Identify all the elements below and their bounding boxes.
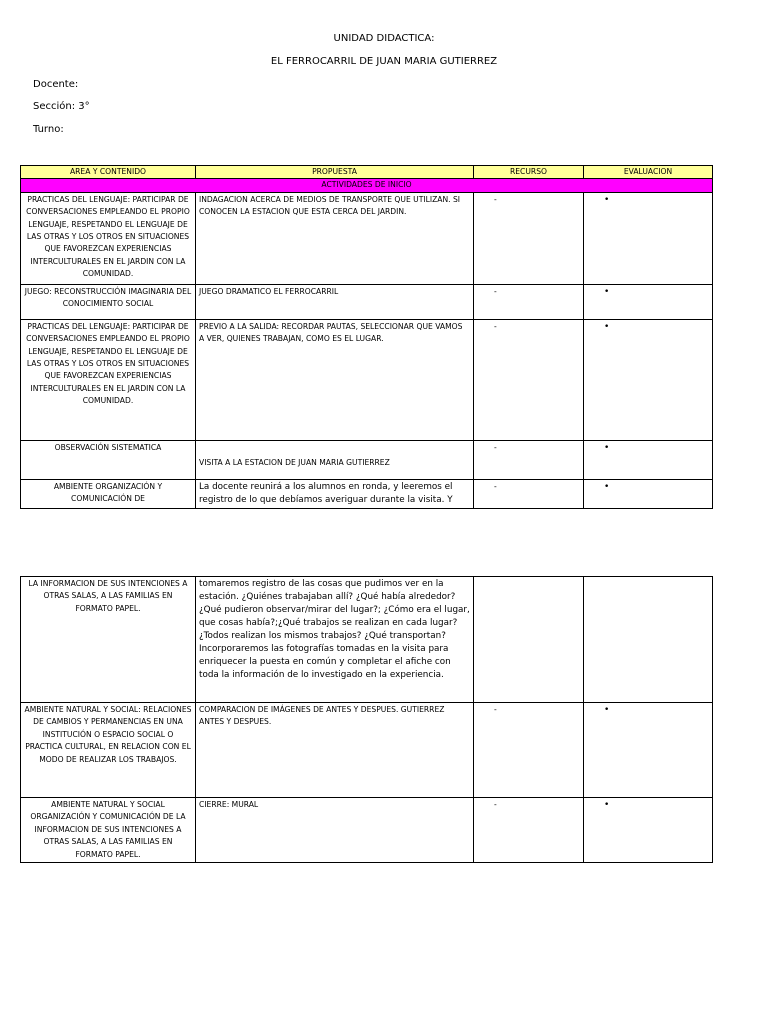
table-row (21, 798, 713, 863)
recurso-cell: - (474, 284, 584, 319)
propuesta-cell: tomaremos registro de las cosas que pudimos ver en la estación. ¿Quiénes trabajaban allí? ¿Qué había alrededor? ¿Qué pudieron observar/mirar del lugar?; ¿Cómo era el lugar, que cosas había?;¿Qué trabajos se realizan en cada lugar? ¿Todos realizan los mismos trabajos? ¿Qué transportan? Incorporaremos las fotografías tomadas en la visita para enriquecer la puesta en común y completar el afiche con toda la información de lo investigado en la experiencia. (196, 577, 474, 703)
table-row (21, 319, 713, 440)
document-subtitle: EL FERROCARRIL DE JUAN MARIA GUTIERREZ (270, 56, 498, 67)
evaluacion-bullet: • (584, 192, 713, 284)
recurso-cell (474, 577, 584, 703)
recurso-cell: - (474, 319, 584, 440)
table-row (21, 192, 713, 284)
propuesta-cell: INDAGACION ACERCA DE MEDIOS DE TRANSPORTE QUE UTILIZAN. SI CONOCEN LA ESTACION QUE ESTA CERCA DEL JARDIN. (196, 192, 474, 284)
turno-label: Turno: (33, 124, 64, 135)
evaluacion-bullet: • (584, 284, 713, 319)
area-cell: LA INFORMACION DE SUS INTENCIONES A OTRAS SALAS, A LAS FAMILIAS EN FORMATO PAPEL. (21, 577, 196, 703)
table-row (21, 479, 713, 508)
area-cell: PRACTICAS DEL LENGUAJE: PARTICIPAR DE CONVERSACIONES EMPLEANDO EL PROPIO LENGUAJE, RESPETANDO EL LENGUAJE DE LAS OTRAS Y LOS OTROS EN SITUACIONES QUE FAVOREZCAN EXPERIENCIAS INTERCULTURALES EN EL JARDIN CON LA COMUNIDAD. (21, 192, 196, 284)
recurso-cell: - (474, 440, 584, 479)
table-row (21, 703, 713, 798)
area-cell: OBSERVACIÓN SISTEMATICA (21, 440, 196, 479)
area-cell: AMBIENTE ORGANIZACIÓN Y COMUNICACIÓN DE (21, 479, 196, 508)
area-cell: PRACTICAS DEL LENGUAJE: PARTICIPAR DE CONVERSACIONES EMPLEANDO EL PROPIO LENGUAJE, RESPETANDO EL LENGUAJE DE LAS OTRAS Y LOS OTROS EN SITUACIONES QUE FAVOREZCAN EXPERIENCIAS INTERCULTURALES EN EL JARDIN CON LA COMUNIDAD. (21, 319, 196, 440)
propuesta-cell: COMPARACION DE IMÁGENES DE ANTES Y DESPUES. GUTIERREZ ANTES Y DESPUES. (196, 703, 474, 798)
evaluacion-bullet: • (584, 798, 713, 863)
propuesta-cell: PREVIO A LA SALIDA: RECORDAR PAUTAS, SELECCIONAR QUE VAMOS A VER, QUIENES TRABAJAN, COMO ES EL LUGAR. (196, 319, 474, 440)
evaluacion-bullet: • (584, 440, 713, 479)
recurso-cell: - (474, 192, 584, 284)
planning-table-continued (20, 576, 713, 863)
propuesta-cell: La docente reunirá a los alumnos en ronda, y leeremos el registro de lo que debíamos averiguar durante la visita. Y (196, 479, 474, 508)
docente-label: Docente: (33, 79, 79, 90)
table-row (21, 284, 713, 319)
propuesta-cell: JUEGO DRAMATICO EL FERROCARRIL (196, 284, 474, 319)
area-cell: AMBIENTE NATURAL Y SOCIAL: RELACIONES DE CAMBIOS Y PERMANENCIAS EN UNA INSTITUCIÓN O ESPACIO SOCIAL O PRACTICA CULTURAL, EN RELACION CON EL MODO DE REALIZAR LOS TRABAJOS. (21, 703, 196, 798)
propuesta-cell: CIERRE: MURAL (196, 798, 474, 863)
column-header-area: AREA Y CONTENIDO (21, 166, 196, 179)
evaluacion-bullet: • (584, 703, 713, 798)
recurso-cell: - (474, 479, 584, 508)
recurso-cell: - (474, 703, 584, 798)
table-row (21, 577, 713, 703)
column-header-evaluacion: EVALUACION (584, 166, 713, 179)
section-banner: ACTIVIDADES DE INICIO (21, 179, 713, 192)
column-header-propuesta: PROPUESTA (196, 166, 474, 179)
evaluacion-cell (584, 577, 713, 703)
evaluacion-bullet: • (584, 319, 713, 440)
column-header-recurso: RECURSO (474, 166, 584, 179)
recurso-cell: - (474, 798, 584, 863)
propuesta-cell: VISITA A LA ESTACION DE JUAN MARIA GUTIERREZ (196, 440, 474, 479)
document-title: UNIDAD DIDACTICA: (333, 33, 435, 44)
planning-table (20, 165, 713, 509)
table-row (21, 440, 713, 479)
area-cell: JUEGO: RECONSTRUCCIÓN IMAGINARIA DEL CONOCIMIENTO SOCIAL (21, 284, 196, 319)
area-cell: AMBIENTE NATURAL Y SOCIAL ORGANIZACIÓN Y COMUNICACIÓN DE LA INFORMACION DE SUS INTENCIONES A OTRAS SALAS, A LAS FAMILIAS EN FORMATO PAPEL. (21, 798, 196, 863)
seccion-label: Sección: 3° (33, 101, 90, 112)
evaluacion-bullet: • (584, 479, 713, 508)
